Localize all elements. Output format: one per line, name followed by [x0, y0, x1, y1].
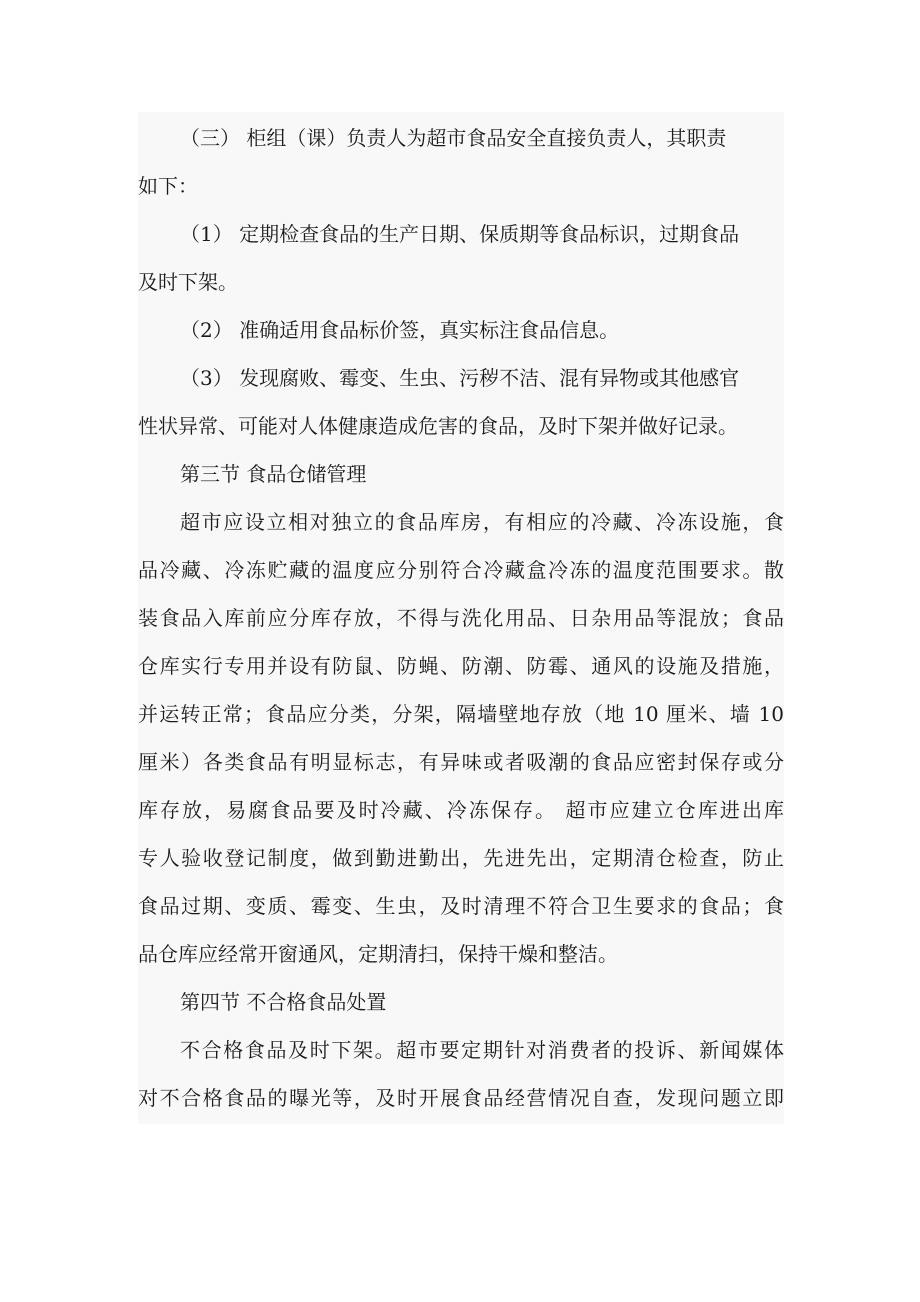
storage-paragraph-line-5: 并运转正常；食品应分类，分架，隔墙壁地存放（地 10 厘米、墙 10 [138, 702, 784, 726]
storage-paragraph-line-2: 品冷藏、冷冻贮藏的温度应分别符合冷藏盒冷冻的温度范围要求。散 [138, 558, 784, 582]
section-3-heading: 第三节 食品仓储管理 [180, 462, 367, 486]
document-text-block [138, 112, 784, 1124]
item-2-line-1: （2） 准确适用食品标价签，真实标注食品信息。 [180, 318, 620, 342]
disposal-paragraph-line-2: 对不合格食品的曝光等，及时开展食品经营情况自查，发现问题立即 [138, 1086, 784, 1110]
storage-paragraph-line-3: 装食品入库前应分库存放，不得与洗化用品、日杂用品等混放；食品 [138, 606, 784, 630]
item-3-line-1: （3） 发现腐败、霉变、生虫、污秽不洁、混有异物或其他感官 [180, 366, 740, 390]
storage-paragraph-line-8: 专人验收登记制度，做到勤进勤出，先进先出，定期清仓检查，防止 [138, 846, 784, 870]
section-4-heading: 第四节 不合格食品处置 [180, 990, 387, 1014]
storage-paragraph-line-1: 超市应设立相对独立的食品库房，有相应的冷藏、冷冻设施，食 [180, 510, 784, 534]
storage-paragraph-line-7: 库存放，易腐食品要及时冷藏、冷冻保存。 超市应建立仓库进出库 [138, 798, 784, 822]
paragraph-3-line-1: （三） 柜组（课）负责人为超市食品安全直接负责人，其职责 [180, 126, 727, 150]
storage-paragraph-line-10: 品仓库应经常开窗通风，定期清扫，保持干燥和整洁。 [138, 942, 618, 966]
storage-paragraph-line-6: 厘米）各类食品有明显标志，有异味或者吸潮的食品应密封保存或分 [138, 750, 784, 774]
storage-paragraph-line-4: 仓库实行专用并设有防鼠、防蝇、防潮、防霉、通风的设施及措施， [138, 654, 784, 678]
storage-paragraph-line-9: 食品过期、变质、霉变、生虫，及时清理不符合卫生要求的食品；食 [138, 894, 784, 918]
disposal-paragraph-line-1: 不合格食品及时下架。超市要定期针对消费者的投诉、新闻媒体 [180, 1038, 784, 1062]
item-3-line-2: 性状异常、可能对人体健康造成危害的食品，及时下架并做好记录。 [138, 414, 738, 438]
item-1-line-1: （1） 定期检查食品的生产日期、保质期等食品标识，过期食品 [180, 222, 740, 246]
paragraph-3-line-2: 如下： [138, 174, 198, 198]
item-1-line-2: 及时下架。 [138, 270, 238, 294]
